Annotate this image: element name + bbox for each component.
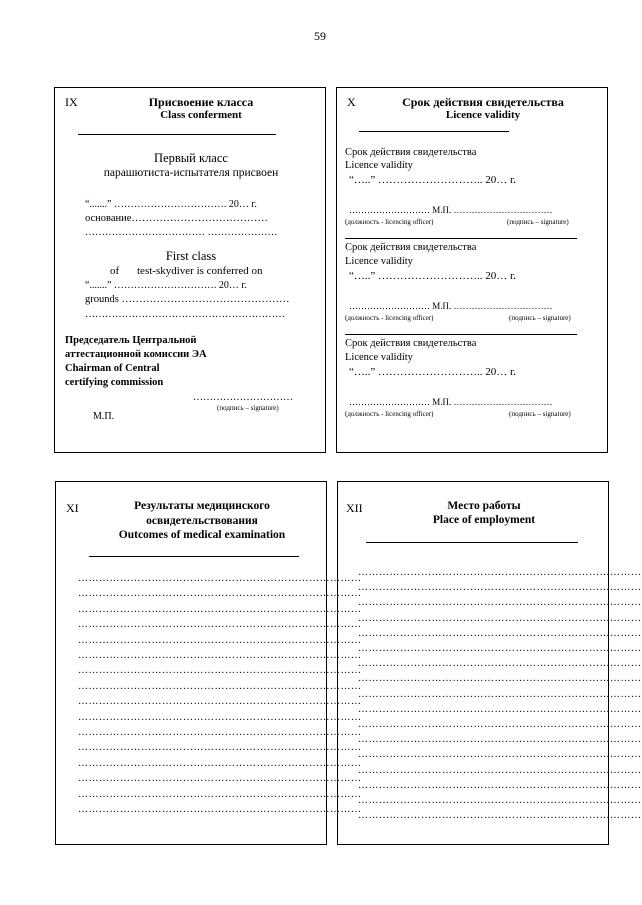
section-title-ru-line2: освидетельствования — [146, 515, 258, 527]
section-numeral: XII — [346, 501, 363, 515]
entry-dot-line: ……………………………………………………………………… — [358, 658, 642, 670]
signature-label: (подпись – signature) — [509, 410, 571, 418]
section-numeral: IX — [65, 95, 78, 109]
section-title-en: Place of employment — [432, 514, 536, 526]
chairman-en-line2: certifying commission — [65, 377, 164, 388]
validity-date: “…..” ……………………….. 20… г. — [349, 270, 517, 282]
entry-dot-line: ……………………………………………………………………… — [358, 688, 642, 700]
title-underline — [78, 134, 276, 135]
officer-label: (должность - licencing officer) — [345, 314, 434, 322]
date-ru-field: “.......” ……………………………. 20… г. — [85, 199, 257, 210]
entry-dot-line: ……………………………………………………………………… — [78, 680, 362, 692]
entry-dot-line: ……………………………………………………………………… — [358, 764, 642, 776]
chairman-en-line1: Chairman of Central — [65, 363, 160, 374]
officer-label: (должность - licencing officer) — [345, 218, 434, 226]
validity-label-ru: Срок действия свидетельства — [345, 338, 477, 349]
entry-dot-line: ……………………………………………………………………… — [78, 588, 362, 600]
page-number: 59 — [314, 29, 326, 43]
validity-label-en: Licence validity — [345, 256, 413, 267]
validity-label-ru: Срок действия свидетельства — [345, 242, 477, 253]
entry-dot-line: ……………………………………………………………………… — [78, 696, 362, 708]
entry-dot-line: ……………………………………………………………………… — [358, 719, 642, 730]
entry-dot-line: ……………………………………………………………………… — [78, 573, 362, 584]
signature-line: ………………………… — [193, 392, 293, 403]
block-divider — [345, 334, 577, 335]
conferred-en: test-skydiver is conferred on — [137, 265, 263, 277]
section-title-ru-line1: Результаты медицинского — [134, 500, 270, 512]
validity-label-en: Licence validity — [345, 160, 413, 171]
entry-dot-line: ……………………………………………………………………… — [78, 711, 362, 723]
section-title-ru: Присвоение класса — [148, 95, 254, 109]
title-underline — [359, 131, 509, 132]
entry-dot-line: ……………………………………………………………………… — [78, 788, 362, 800]
validity-date: “…..” ……………………….. 20… г. — [349, 366, 517, 378]
entry-dot-line: ……………………………………………………………………… — [358, 643, 642, 654]
grounds-ru-continuation: ……………………………… ………………… — [85, 227, 278, 238]
validity-label-ru: Срок действия свидетельства — [345, 147, 477, 158]
entry-dot-line: ……………………………………………………………………… — [358, 612, 642, 624]
entry-dot-line: ……………………………………………………………………… — [78, 665, 362, 677]
section-title-ru: Срок действия свидетельства — [402, 95, 564, 109]
entry-dot-line: ……………………………………………………………………… — [358, 567, 642, 578]
class-ru: Первый класс — [154, 151, 228, 165]
title-underline — [366, 542, 578, 543]
entry-dot-line: ……………………………………………………………………… — [358, 627, 642, 639]
grounds-en-continuation: …………………………………………………… — [85, 309, 285, 320]
entry-dot-line: ……………………………………………………………………… — [78, 650, 362, 661]
officer-label: (должность - licencing officer) — [345, 410, 434, 418]
signature-label: (подпись – signature) — [217, 404, 279, 412]
entry-dot-line: ……………………………………………………………………… — [358, 734, 642, 746]
entry-dot-line: ……………………………………………………………………… — [358, 673, 642, 685]
entry-dot-line: ……………………………………………………………………… — [78, 773, 362, 785]
section-title-en: Outcomes of medical examination — [118, 529, 286, 541]
entry-dot-line: ……………………………………………………………………… — [358, 703, 642, 715]
chairman-ru-line2: аттестационной комиссии ЭА — [65, 349, 207, 360]
signature-label: (подпись – signature) — [509, 314, 571, 322]
officer-sign-line: ……………………… М.П. …………………………… — [349, 205, 553, 215]
stamp-label: М.П. — [93, 411, 115, 422]
entry-dot-line: ……………………………………………………………………… — [358, 779, 642, 791]
conferred-ru: парашютиста-испытателя присвоен — [103, 167, 279, 179]
chairman-ru-line1: Председатель Центральной — [65, 335, 197, 346]
entry-dot-line: ……………………………………………………………………… — [358, 795, 642, 806]
title-underline — [89, 556, 299, 557]
grounds-en-field: grounds ………………………………………… — [85, 294, 290, 305]
section-title-en: Licence validity — [445, 109, 521, 121]
section-numeral: XI — [66, 501, 79, 515]
date-en-field: “.......” …………………………. 20… г. — [85, 280, 247, 291]
validity-date: “…..” ……………………….. 20… г. — [349, 174, 517, 186]
section-title-en: Class conferment — [160, 109, 242, 121]
entry-dot-line: ……………………………………………………………………… — [78, 742, 362, 754]
entry-dot-line: ……………………………………………………………………… — [78, 804, 362, 815]
entry-dot-line: ……………………………………………………………………… — [78, 619, 362, 631]
section-title-ru: Место работы — [447, 500, 521, 512]
block-divider — [345, 238, 577, 239]
of-label: of — [110, 265, 120, 277]
entry-dot-line: ……………………………………………………………………… — [78, 603, 362, 615]
entry-dot-line: ……………………………………………………………………… — [78, 634, 362, 646]
entry-dot-line: ……………………………………………………………………… — [358, 582, 642, 594]
entry-dot-line: ……………………………………………………………………… — [358, 810, 642, 822]
class-en: First class — [165, 249, 217, 263]
officer-sign-line: ……………………… М.П. …………………………… — [349, 301, 553, 311]
signature-label: (подпись – signature) — [507, 218, 569, 226]
entry-dot-line: ……………………………………………………………………… — [358, 597, 642, 609]
validity-label-en: Licence validity — [345, 352, 413, 363]
entry-dot-line: ……………………………………………………………………… — [78, 757, 362, 769]
entry-dot-line: ……………………………………………………………………… — [78, 727, 362, 738]
panel-class-conferment — [54, 87, 326, 453]
entry-dot-line: ……………………………………………………………………… — [358, 749, 642, 761]
panel-place-of-employment — [337, 481, 642, 845]
panel-licence-validity — [336, 87, 608, 453]
officer-sign-line: ……………………… М.П. …………………………… — [349, 397, 553, 407]
grounds-ru-field: основание………………………………… — [85, 213, 268, 224]
section-numeral: X — [347, 95, 356, 109]
